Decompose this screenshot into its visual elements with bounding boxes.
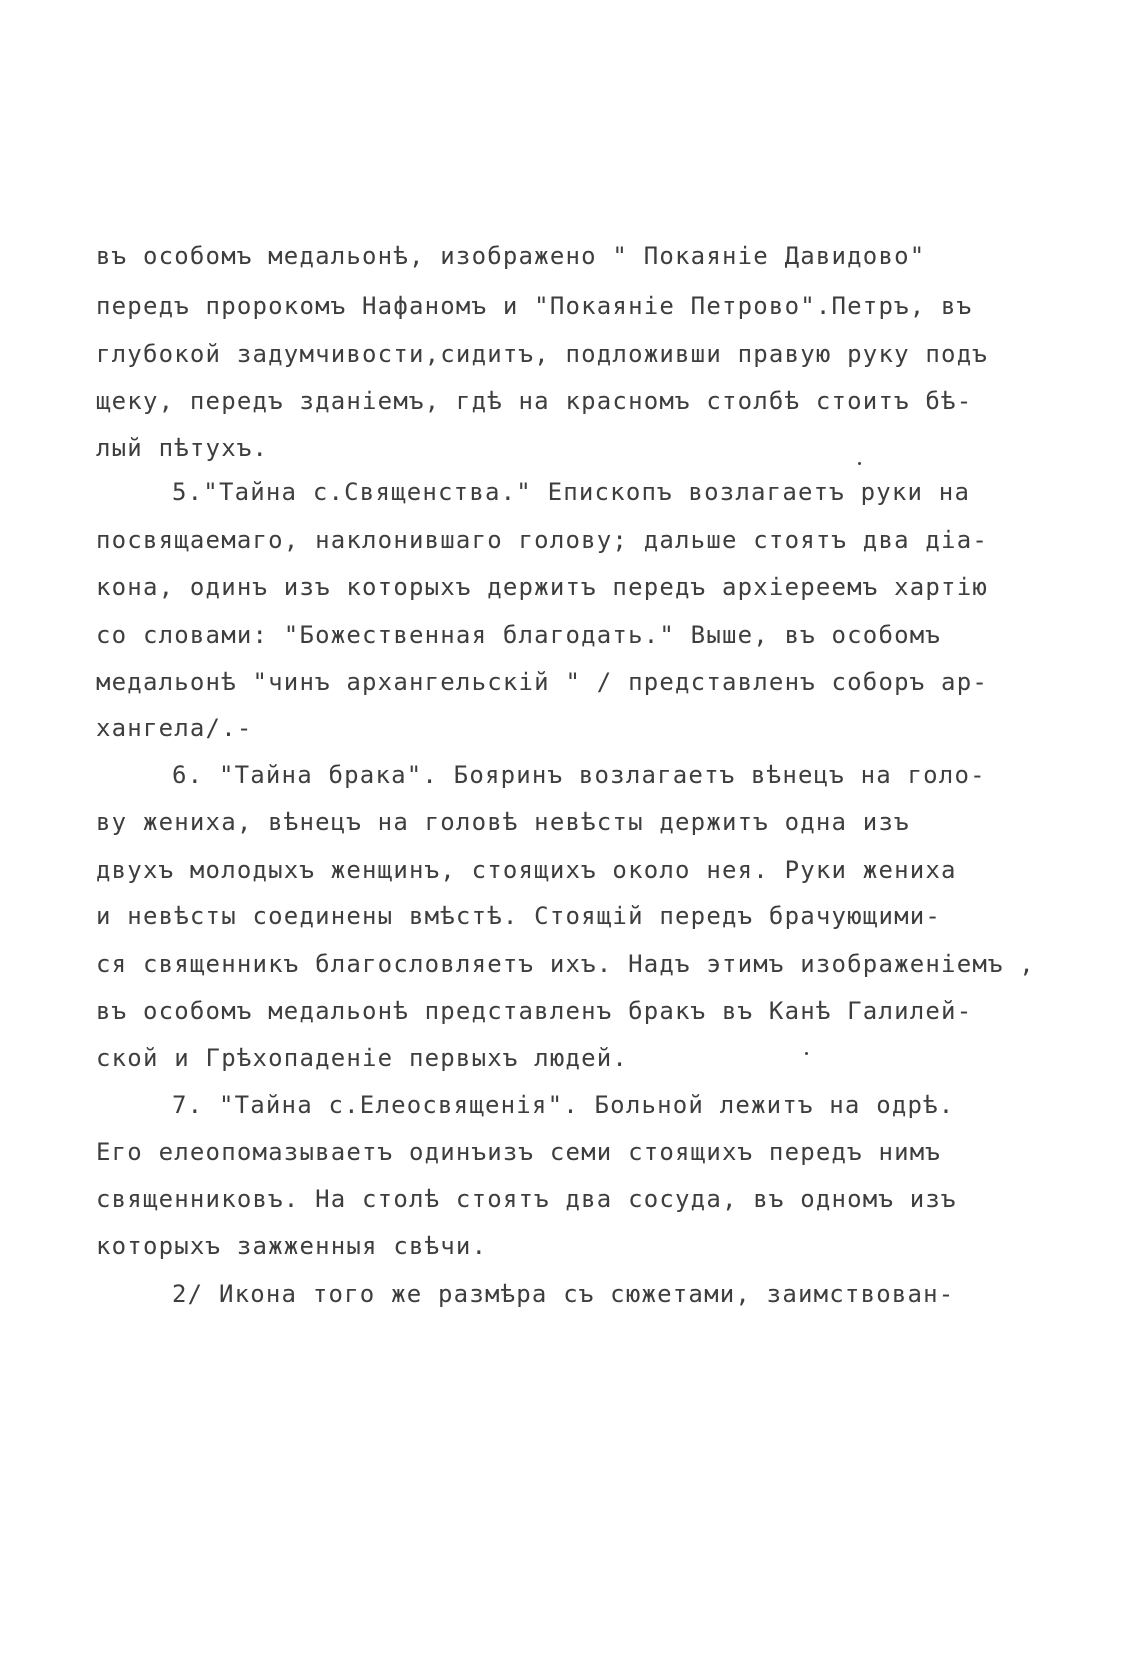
text-line: и невѣсты соединены вмѣстѣ. Стоящій передъ брачующими-: [96, 902, 942, 930]
text-line: которыхъ зажженныя свѣчи.: [96, 1232, 488, 1260]
paper-speck: [805, 1052, 808, 1055]
text-line: глубокой задумчивости,сидитъ, подложивши правую руку подъ: [96, 340, 989, 368]
text-line: 2/ Икона того же размѣра съ сюжетами, заимствован-: [172, 1280, 955, 1308]
text-line: въ особомъ медальонѣ, изображено " Покаяніе Давидово": [96, 242, 926, 270]
text-line: хангела/.-: [96, 714, 253, 742]
text-line: кона, одинъ изъ которыхъ держитъ передъ архіереемъ хартію: [96, 573, 989, 601]
text-line: посвящаемаго, наклонившаго голову; дальше стоятъ два діа-: [96, 526, 989, 554]
text-line: передъ пророкомъ Нафаномъ и "Покаяніе Петрово".Петръ, въ: [96, 292, 973, 320]
text-line: ской и Грѣхопаденіе первыхъ людей.: [96, 1044, 629, 1072]
text-line: священниковъ. На столѣ стоятъ два сосуда, въ одномъ изъ: [96, 1185, 957, 1213]
text-line: 7. "Тайна с.Елеосвященія". Больной лежитъ на одрѣ.: [172, 1091, 955, 1119]
text-line: со словами: "Божественная благодать." Выше, въ особомъ: [96, 621, 942, 649]
text-line: 6. "Тайна брака". Бояринъ возлагаетъ вѣнецъ на голо-: [172, 761, 986, 789]
text-line: ся священникъ благословляетъ ихъ. Надъ этимъ изображеніемъ ,: [96, 950, 1035, 978]
text-line: ву жениха, вѣнецъ на головѣ невѣсты держитъ одна изъ: [96, 808, 910, 836]
text-line: 5."Тайна с.Священства." Епископъ возлагаетъ руки на: [172, 478, 971, 506]
text-line: въ особомъ медальонѣ представленъ бракъ въ Канѣ Галилей-: [96, 997, 973, 1025]
text-line: щеку, передъ зданіемъ, гдѣ на красномъ столбѣ стоитъ бѣ-: [96, 387, 973, 415]
text-line: лый пѣтухъ.: [96, 434, 269, 462]
paper-speck: [858, 462, 861, 465]
text-line: двухъ молодыхъ женщинъ, стоящихъ около нея. Руки жениха: [96, 856, 957, 884]
text-line: медальонѣ "чинъ архангельскій " / представленъ соборъ ар-: [96, 668, 989, 696]
text-line: Его елеопомазываетъ одинъизъ семи стоящихъ передъ нимъ: [96, 1138, 942, 1166]
